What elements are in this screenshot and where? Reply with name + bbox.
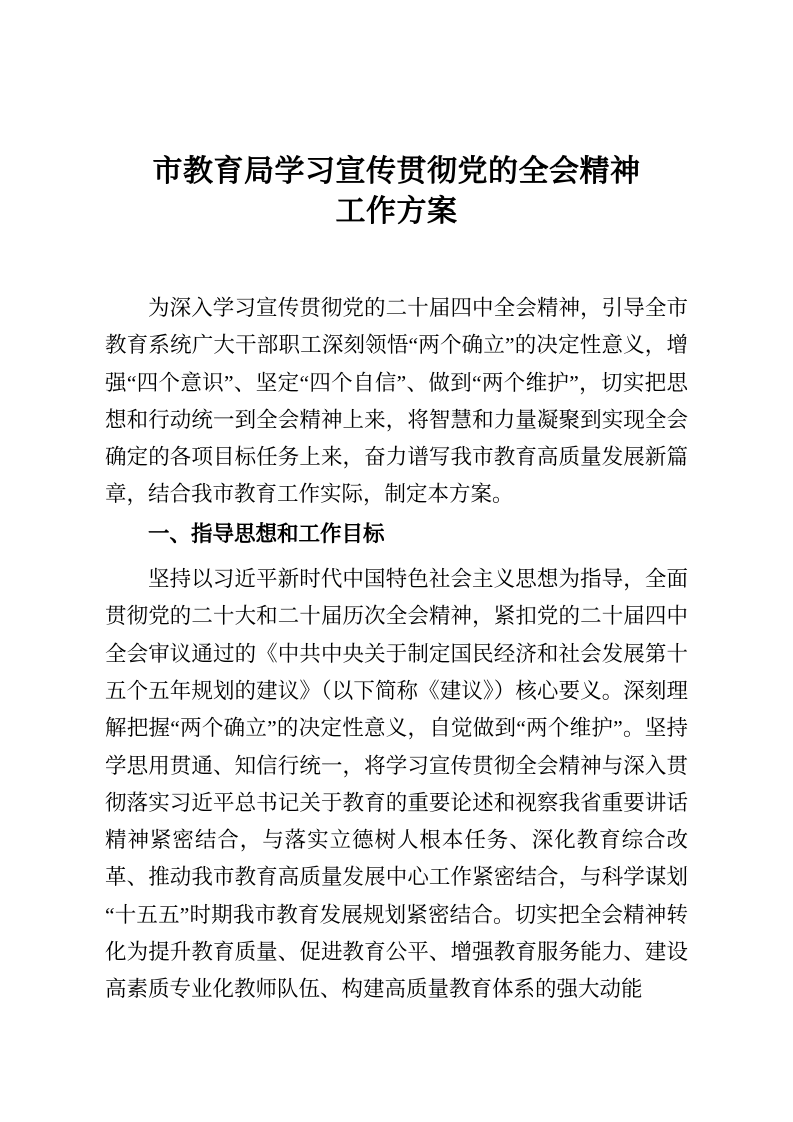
document-title [105,152,688,232]
section-1-heading: 一、指导思想和工作目标 [148,521,385,546]
section-1-body: 坚持以习近平新时代中国特色社会主义思想为指导，全面贯彻党的二十大和二十届历次全会精神，紧扣党的二十届四中全会审议通过的《中共中央关于制定国民经济和社会发展第十五个五年规划的建议》（以下简称《建议》）核心要义。深刻理解把握“两个确立”的决定性意义，自觉做到“两个维护”。坚持学思用贯通、知信行统一，将学习宣传贯彻全会精神与深入贯彻落实习近平总书记关于教育的重要论述和视察我省重要讲话精神紧密结合，与落实立德树人根本任务、深化教育综合改革、推动我市教育高质量发展中心工作紧密结合，与科学谋划“十五五”时期我市教育发展规划紧密结合。切实把全会精神转化为提升教育质量、促进教育公平、增强教育服务能力、建设高素质专业化教师队伍、构建高质量教育体系的强大动能 [105,567,688,1002]
document-title-line-1: 市教育局学习宣传贯彻党的全会精神 [152,155,641,188]
intro-paragraph: 为深入学习宣传贯彻党的二十届四中全会精神，引导全市教育系统广大干部职工深刻领悟“两个确立”的决定性意义，增强“四个意识”、坚定“四个自信”、做到“两个维护”，切实把思想和行动统一到全会精神上来，将智慧和力量凝聚到实现全会确定的各项目标任务上来，奋力谱写我市教育高质量发展新篇章，结合我市教育工作实际，制定本方案。 [105,296,688,507]
document-title-line-2: 工作方案 [335,195,458,228]
